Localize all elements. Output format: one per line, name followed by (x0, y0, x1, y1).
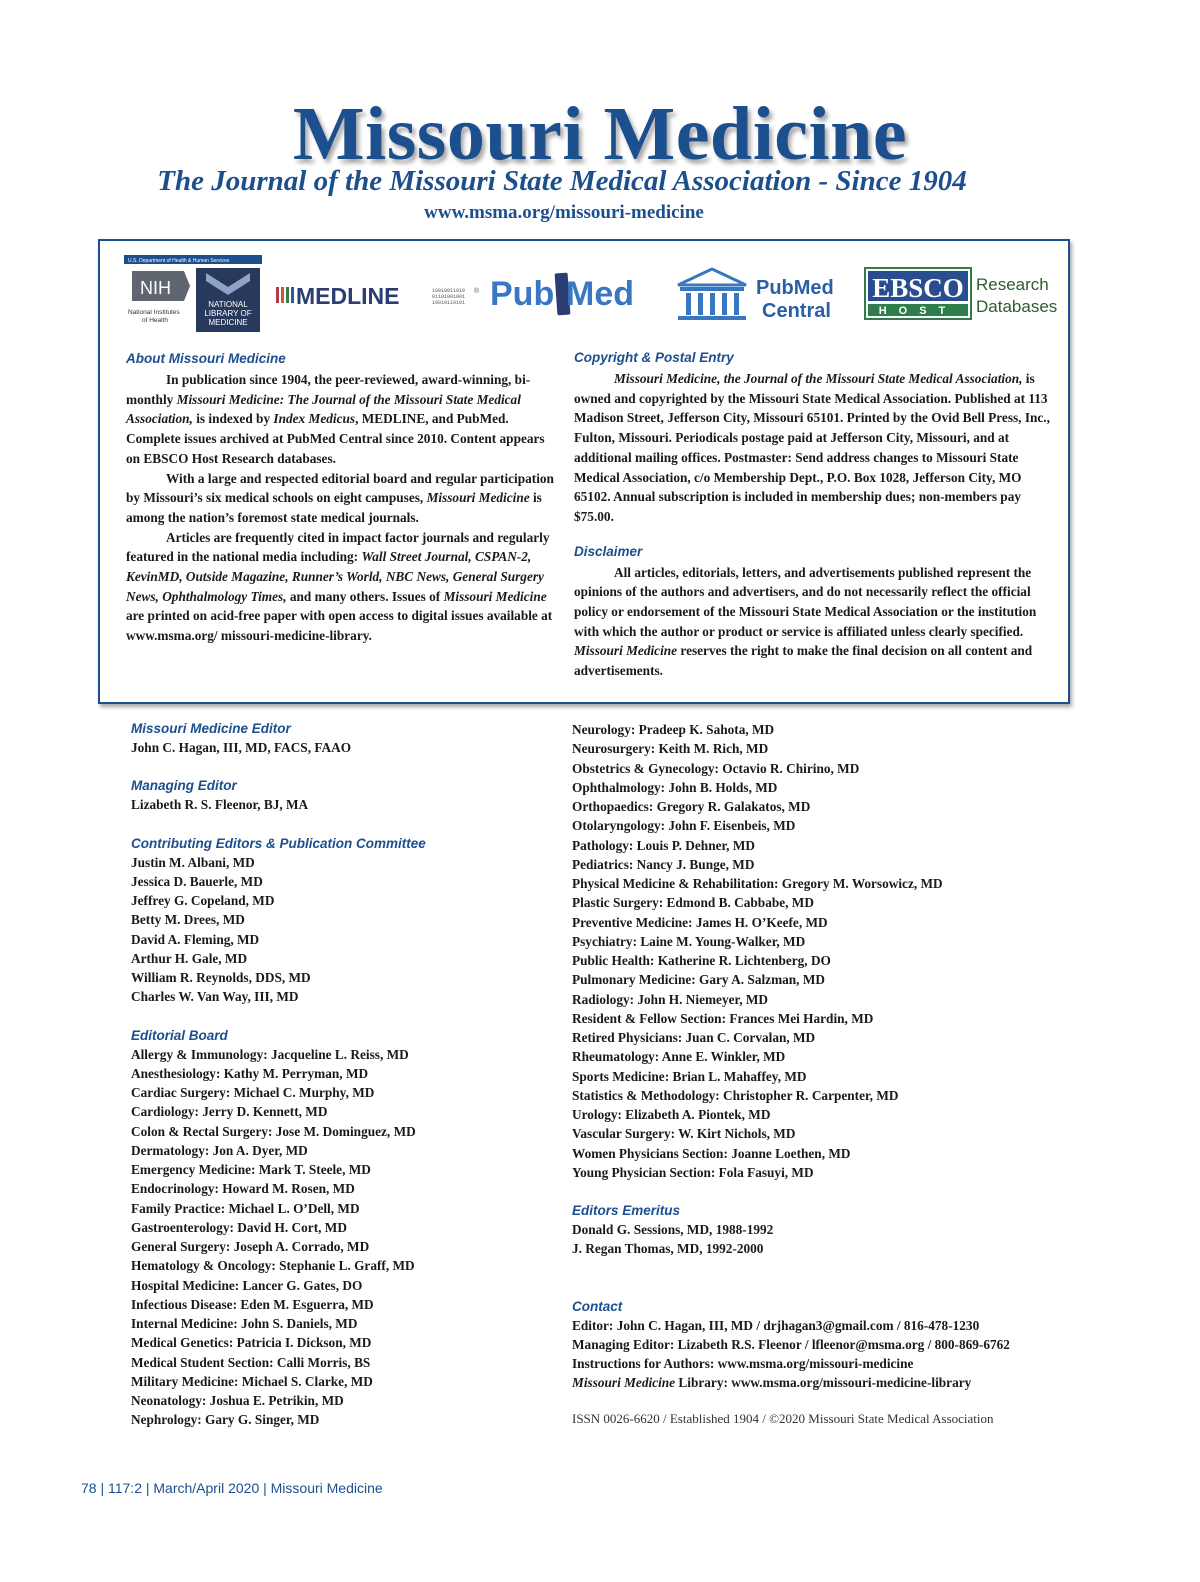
journal-subtitle: The Journal of the Missouri State Medical Association - Since 1904 (157, 165, 967, 197)
list-item: Medical Genetics: Patricia I. Dickson, MD (131, 1335, 372, 1351)
section-heading: Missouri Medicine Editor (131, 721, 291, 736)
svg-text:Pub: Pub (490, 275, 555, 313)
medline-logo (274, 279, 484, 313)
nih-nlm-logo (124, 255, 262, 333)
svg-text:HOST: HOST (878, 305, 958, 317)
list-item: Obstetrics & Gynecology: Octavio R. Chirino, MD (572, 760, 860, 776)
list-item: Gastroenterology: David H. Cort, MD (131, 1219, 347, 1235)
list-item: Preventive Medicine: James H. O’Keefe, MD (572, 914, 828, 930)
about-paragraph-1: In publication since 1904, the peer-reviewed, award-winning, bi-monthly Missouri Medicine: The Journal of the Missouri State Medical Association, is indexed by Index Medicus, MEDLINE, and PubMed. Complete issues archived at PubMed Central since 2010. Content appears on EBSCO Host Research databases. (126, 372, 545, 466)
page-footer: 78 | 117:2 | March/April 2020 | Missouri Medicine (81, 1480, 383, 1496)
list-item: Nephrology: Gary G. Singer, MD (131, 1412, 320, 1428)
list-item: Anesthesiology: Kathy M. Perryman, MD (131, 1065, 369, 1081)
pubmed-logo (488, 261, 658, 323)
list-item: Rheumatology: Anne E. Winkler, MD (572, 1049, 786, 1065)
svg-text:NIH: NIH (140, 278, 171, 298)
italic-title: Missouri Medicine (443, 588, 547, 604)
list-item: Statistics & Methodology: Christopher R. Carpenter, MD (572, 1087, 899, 1103)
list-item: Donald G. Sessions, MD, 1988-1992 (572, 1222, 774, 1237)
list-item: John C. Hagan, III, MD, FACS, FAAO (131, 740, 352, 755)
svg-text:NATIONAL: NATIONAL (208, 300, 248, 309)
section-gap (572, 1182, 1132, 1201)
section-gap (572, 1278, 1132, 1297)
masthead (0, 92, 1200, 176)
svg-text:MEDLINE: MEDLINE (296, 283, 400, 309)
svg-text:LIBRARY OF: LIBRARY OF (204, 309, 252, 318)
list-item: William R. Reynolds, DDS, MD (131, 970, 311, 985)
list-item: Jessica D. Bauerle, MD (131, 873, 263, 889)
list-item: Justin M. Albani, MD (131, 854, 255, 870)
italic-title: Missouri Medicine, the Journal of the Missouri State Medical Association, (614, 371, 1023, 386)
list-item: Plastic Surgery: Edmond B. Cabbabe, MD (572, 895, 814, 911)
list-item: Allergy & Immunology: Jacqueline L. Reiss, MD (131, 1046, 409, 1062)
list-item: Radiology: John H. Niemeyer, MD (572, 991, 768, 1007)
list-item: Resident & Fellow Section: Frances Mei Hardin, MD (572, 1010, 874, 1026)
list-item: Colon & Rectal Surgery: Jose M. Dominguez, MD (131, 1123, 416, 1139)
list-item: Managing Editor: Lizabeth R.S. Fleenor / lfleenor@msma.org / 800-869-6762 (572, 1336, 1010, 1352)
list-item: Otolaryngology: John F. Eisenbeis, MD (572, 818, 796, 834)
ebsco-host-logo (864, 267, 1060, 323)
svg-text:10010011010: 10010011010 (432, 288, 466, 294)
list-item: Physical Medicine & Rehabilitation: Gregory M. Worsowicz, MD (572, 876, 943, 891)
list-item: Neurology: Pradeep K. Sahota, MD (572, 722, 775, 737)
info-box (98, 239, 1070, 704)
svg-text:PubMed: PubMed (756, 277, 834, 299)
list-item: Psychiatry: Laine M. Young-Walker, MD (572, 933, 806, 949)
masthead-left-column (131, 719, 551, 1430)
list-item: Betty M. Drees, MD (131, 912, 245, 928)
masthead-right-column (572, 720, 1132, 1393)
svg-text:Databases: Databases (976, 297, 1058, 316)
italic-title: Missouri Medicine (574, 643, 678, 659)
italic-title: Index Medicus (273, 411, 356, 427)
section-gap (131, 815, 551, 834)
svg-text:Med: Med (566, 275, 634, 313)
list-item: Vascular Surgery: W. Kirt Nichols, MD (572, 1126, 796, 1142)
list-item: Neonatology: Joshua E. Petrikin, MD (131, 1393, 344, 1408)
list-item: Family Practice: Michael L. O’Dell, MD (131, 1200, 360, 1216)
svg-text:of Health: of Health (142, 317, 169, 324)
about-paragraph-2: With a large and respected editorial board and regular participation by Missouri’s six medical schools on eight campuses, Missouri Medicine is among the nation’s foremost state medical journals. (126, 470, 554, 525)
about-heading: About Missouri Medicine (126, 351, 286, 366)
list-item: Orthopaedics: Gregory R. Galakatos, MD (572, 799, 811, 814)
list-item: Emergency Medicine: Mark T. Steele, MD (131, 1162, 371, 1177)
journal-title: Missouri Medicine (292, 92, 908, 176)
about-section (126, 350, 556, 646)
list-item: Pathology: Louis P. Dehner, MD (572, 837, 755, 853)
copyright-paragraph: Missouri Medicine, the Journal of the Missouri State Medical Association, is owned and copyrighted by the Missouri State Medical Association. Published at 113 Madison Street, Jefferson City, Missouri 65101. Printed by the Ovid Bell Press, Inc., Fulton, Missouri. Periodicals postage paid at Jefferson City, Missouri, and at additional mailing offices. Postmaster: Send address changes to Missouri State Medical Association, c/o Membership Dept., P.O. Box 1028, Jefferson City, MO 65102. Annual subscription is included in membership dues; non-members pay $75.00. (574, 371, 1050, 524)
disclaimer-paragraph: All articles, editorials, letters, and advertisements published represent the opinions of the authors and advertisers, and do not necessarily reflect the official policy or endorsement of the Missouri State Medical Association or the institution with which the author or product or service is affiliated unless clearly specified. Missouri Medicine reserves the right to make the final decision on all content and advertisements. (574, 564, 1037, 679)
svg-text:EBSCO: EBSCO (872, 273, 964, 303)
list-item: Hematology & Oncology: Stephanie L. Graff, MD (131, 1258, 415, 1274)
italic-title: Missouri Medicine (572, 1375, 676, 1391)
list-item: Urology: Elizabeth A. Piontek, MD (572, 1107, 771, 1122)
list-item: Hospital Medicine: Lancer G. Gates, DO (131, 1277, 363, 1293)
journal-url[interactable]: www.msma.org/missouri-medicine (424, 202, 704, 223)
svg-text:MEDICINE: MEDICINE (208, 318, 248, 327)
list-item: General Surgery: Joseph A. Corrado, MD (131, 1239, 370, 1254)
list-item: Instructions for Authors: www.msma.org/missouri-medicine (572, 1356, 914, 1371)
svg-text:National Institutes: National Institutes (128, 309, 180, 316)
section-heading: Contributing Editors & Publication Committee (131, 835, 426, 851)
list-item: Public Health: Katherine R. Lichtenberg, DO (572, 953, 831, 968)
list-item: Infectious Disease: Eden M. Esguerra, MD (131, 1296, 374, 1312)
disclaimer-heading: Disclaimer (574, 543, 643, 559)
svg-text:Central: Central (762, 300, 831, 322)
italic-title: Missouri Medicine: The Journal of the Missouri State Medical Association, (126, 391, 521, 427)
list-item: Pediatrics: Nancy J. Bunge, MD (572, 856, 755, 872)
list-item: Internal Medicine: John S. Daniels, MD (131, 1316, 358, 1331)
list-item: Cardiac Surgery: Michael C. Murphy, MD (131, 1085, 375, 1100)
svg-text:®: ® (474, 288, 480, 295)
list-item: Ophthalmology: John B. Holds, MD (572, 779, 778, 795)
section-heading: Editors Emeritus (572, 1203, 681, 1218)
section-heading: Managing Editor (131, 778, 237, 794)
italic-title: Missouri Medicine (426, 490, 530, 506)
list-item: Arthur H. Gale, MD (131, 950, 248, 966)
issn-line: ISSN 0026-6620 / Established 1904 / ©2020 Missouri State Medical Association (572, 1411, 994, 1426)
svg-text:U.S. Department of Health & Hu: U.S. Department of Health & Human Services (128, 258, 230, 264)
svg-text:01101001001: 01101001001 (432, 294, 466, 300)
italic-title: Wall Street Journal, CSPAN-2, KevinMD, Outside Magazine, Runner’s World, NBC News, General Surgery News, Ophthalmology Times, (126, 549, 544, 604)
list-item: Dermatology: Jon A. Dyer, MD (131, 1142, 308, 1158)
copyright-heading: Copyright & Postal Entry (574, 350, 734, 365)
list-item: Pulmonary Medicine: Gary A. Salzman, MD (572, 972, 825, 988)
list-item: Charles W. Van Way, III, MD (131, 989, 299, 1005)
list-item: Lizabeth R. S. Fleenor, BJ, MA (131, 797, 309, 813)
list-item: J. Regan Thomas, MD, 1992-2000 (572, 1241, 764, 1257)
list-item: Neurosurgery: Keith M. Rich, MD (572, 741, 769, 757)
section-heading: Editorial Board (131, 1027, 228, 1043)
list-item: Endocrinology: Howard M. Rosen, MD (131, 1181, 355, 1197)
svg-text:10010110101: 10010110101 (432, 300, 466, 306)
about-paragraph-3: Articles are frequently cited in impact factor journals and regularly featured in the national media including: Wall Street Journal, CSPAN-2, KevinMD, Outside Magazine, Runner’s World, NBC News, General Surgery News, Ophthalmology Times, and many others. Issues of Missouri Medicine are printed on acid-free paper with open access to digital issues available at www.msma.org/ missouri-medicine-library. (126, 529, 553, 644)
section-heading: Contact (572, 1298, 623, 1314)
list-item: Sports Medicine: Brian L. Mahaffey, MD (572, 1068, 807, 1084)
index-logos (100, 253, 1068, 333)
list-item: Young Physician Section: Fola Fasuyi, MD (572, 1164, 814, 1180)
list-item: Editor: John C. Hagan, III, MD / drjhagan3@gmail.com / 816-478-1230 (572, 1317, 980, 1333)
list-item: David A. Fleming, MD (131, 931, 260, 947)
copyright-section (574, 349, 1058, 681)
list-item: Military Medicine: Michael S. Clarke, MD (131, 1373, 373, 1389)
list-item: Retired Physicians: Juan C. Corvalan, MD (572, 1030, 816, 1045)
list-item: Jeffrey G. Copeland, MD (131, 893, 275, 908)
svg-text:Research: Research (976, 275, 1049, 294)
list-item: Women Physicians Section: Joanne Loethen, MD (572, 1145, 851, 1161)
pubmed-central-logo (674, 263, 854, 325)
list-item: Cardiology: Jerry D. Kennett, MD (131, 1104, 328, 1120)
list-item: Medical Student Section: Calli Morris, BS (131, 1354, 371, 1370)
list-item: Missouri Medicine Library: www.msma.org/missouri-medicine-library (572, 1375, 972, 1391)
section-gap (131, 1007, 551, 1026)
section-gap (572, 1259, 1132, 1278)
section-gap (131, 757, 551, 776)
